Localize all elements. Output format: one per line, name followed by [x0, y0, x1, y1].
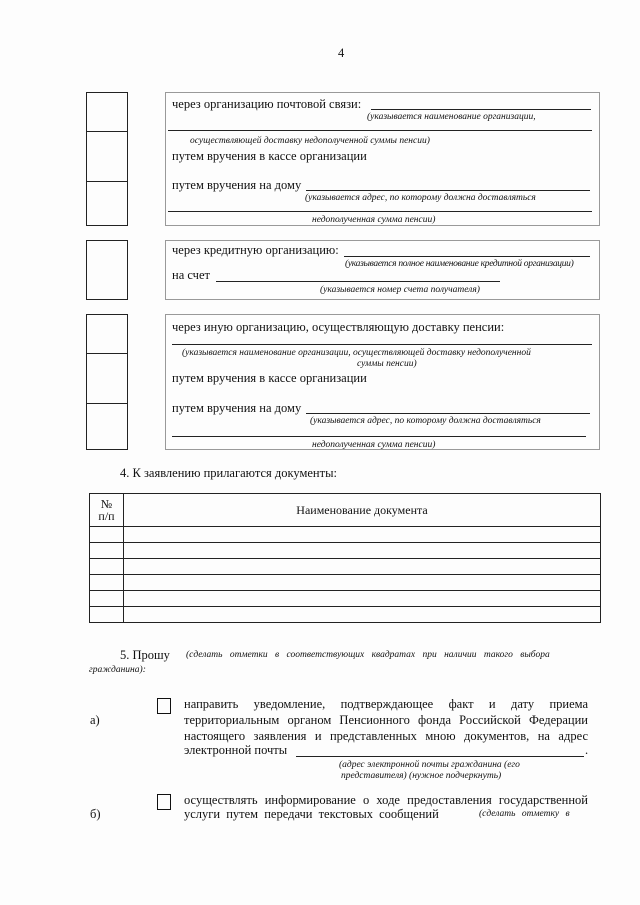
postal-hint: (указывается наименование организации, [367, 112, 536, 122]
checkbox-other-cashdesk[interactable] [87, 353, 127, 402]
credit-org-label: через кредитную организацию: [172, 243, 339, 257]
checkbox-other-org[interactable] [87, 315, 127, 352]
other-home-address-field[interactable] [306, 413, 590, 414]
table-header-row [90, 494, 601, 527]
col-number-header: № п/п [90, 494, 124, 527]
checkbox-postal[interactable] [87, 93, 127, 130]
account-field[interactable] [216, 281, 500, 282]
account-hint: (указывается номер счета получателя) [320, 285, 480, 295]
section-5-hint-1: (сделать отметки в соответствующих квадратах при наличии такого выбора [186, 650, 550, 660]
documents-table [89, 493, 601, 623]
postal-home-address-field[interactable] [306, 190, 590, 191]
checkbox-postal-cashdesk[interactable] [87, 131, 127, 180]
email-field[interactable] [296, 756, 584, 757]
option-a-line-3: настоящего заявления и представленных мною документов, на адрес [184, 729, 588, 743]
checkbox-other-home[interactable] [87, 403, 127, 449]
option-b-line-2: услуги путем передачи текстовых сообщений [184, 807, 439, 821]
option-a-line-4: электронной почты [184, 743, 288, 757]
postal-name-field-cont[interactable] [168, 130, 592, 131]
postal-hint-cont: осуществляющей доставку недополученной суммы пенсии) [190, 136, 430, 146]
option-b-letter: б) [90, 807, 101, 821]
other-org-hint-2: суммы пенсии) [357, 359, 417, 369]
credit-org-hint: (указывается полное наименование кредитной организации) [345, 259, 574, 269]
section-4-heading: 4. К заявлению прилагаются документы: [120, 466, 337, 480]
postal-home-hint-cont: недополученная сумма пенсии) [312, 215, 436, 225]
checkbox-credit[interactable] [86, 240, 128, 300]
option-a-line-1: направить уведомление, подтверждающее факт и дату приема [184, 697, 588, 711]
other-org-field[interactable] [172, 344, 592, 345]
postal-home-hint: (указывается адрес, по которому должна доставляться [305, 193, 536, 203]
option-a-line-2: территориальным органом Пенсионного фонда Российской Федерации [184, 713, 588, 727]
postal-label: через организацию почтовой связи: [172, 97, 362, 111]
table-row [90, 591, 601, 607]
table-row [90, 607, 601, 623]
table-row [90, 575, 601, 591]
checkbox-postal-home[interactable] [87, 181, 127, 225]
table-row [90, 559, 601, 575]
section-5-hint-2: гражданина): [89, 665, 146, 675]
checkbox-option-a[interactable] [157, 698, 171, 714]
option-b-line-2-hint: (сделать отметку в [479, 809, 570, 819]
option-a-period: . [585, 743, 589, 757]
account-label: на счет [172, 268, 210, 282]
option-b-line-1: осуществлять информирование о ходе предоставления государственной [184, 793, 588, 807]
section-5-heading: 5. Прошу [120, 648, 170, 662]
table-row [90, 527, 601, 543]
checkbox-option-b[interactable] [157, 794, 171, 810]
postal-home-label: путем вручения на дому [172, 178, 302, 192]
option-a-letter: а) [90, 713, 100, 727]
email-hint-2: представителя) (нужное подчеркнуть) [341, 771, 502, 781]
other-home-hint-cont: недополученная сумма пенсии) [312, 440, 436, 450]
email-hint-1: (адрес электронной почты гражданина (его [339, 760, 520, 770]
postal-name-field[interactable] [371, 109, 591, 110]
other-org-hint-1: (указывается наименование организации, осуществляющей доставку недополученной [182, 348, 531, 358]
table-row [90, 543, 601, 559]
other-home-address-field-cont[interactable] [172, 436, 586, 437]
other-home-hint: (указывается адрес, по которому должна доставляться [310, 416, 541, 426]
other-org-label: через иную организацию, осуществляющую доставку пенсии: [172, 320, 505, 334]
other-home-label: путем вручения на дому [172, 401, 302, 415]
postal-cashdesk-label: путем вручения в кассе организации [172, 149, 367, 163]
col-name-header: Наименование документа [124, 494, 601, 527]
credit-org-field[interactable] [344, 256, 590, 257]
postal-home-address-field-cont[interactable] [168, 211, 592, 212]
other-cashdesk-label: путем вручения в кассе организации [172, 371, 367, 385]
page-number: 4 [338, 46, 345, 60]
